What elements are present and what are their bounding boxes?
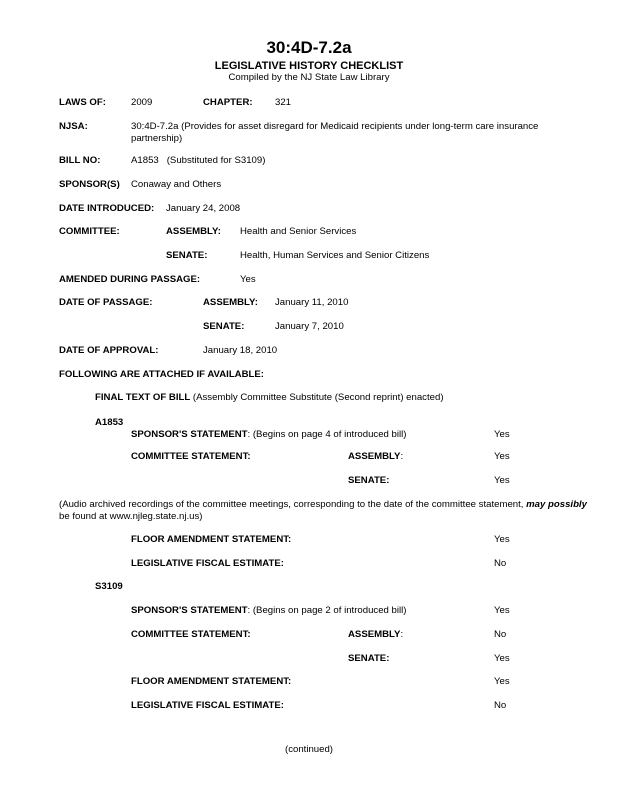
committee-label: COMMITTEE: [59, 226, 120, 237]
a1853-committee-statement-label: COMMITTEE STATEMENT: [131, 451, 251, 462]
a1853-fiscal-estimate-value: No [494, 558, 507, 569]
s3109-fiscal-estimate-value: No [494, 700, 507, 711]
njsa-label: NJSA: [59, 121, 88, 132]
s3109-committee-statement-label: COMMITTEE STATEMENT: [131, 629, 251, 640]
s3109-assembly-value: No [494, 629, 507, 640]
final-text-note: (Assembly Committee Substitute (Second reprint) enacted) [190, 392, 444, 403]
s3109-senate-label: SENATE: [348, 653, 390, 664]
passage-assembly-label: ASSEMBLY: [203, 297, 258, 308]
s3109-floor-amendment-value: Yes [494, 676, 510, 687]
s3109-sponsor-statement-value: Yes [494, 605, 510, 616]
a1853-fiscal-estimate-label: LEGISLATIVE FISCAL ESTIMATE: [131, 558, 284, 569]
continued-footer: (continued) [285, 744, 333, 755]
chapter-value: 321 [275, 97, 292, 108]
statute-title: 30:4D-7.2a [266, 38, 352, 57]
audio-note-emphasis: may possibly [526, 499, 587, 510]
date-introduced-label: DATE INTRODUCED: [59, 203, 155, 214]
checklist-title: LEGISLATIVE HISTORY CHECKLIST [214, 60, 404, 72]
s3109-fiscal-estimate-label: LEGISLATIVE FISCAL ESTIMATE: [131, 700, 284, 711]
date-of-passage-label: DATE OF PASSAGE: [59, 297, 153, 308]
passage-senate-value: January 7, 2010 [275, 321, 344, 332]
a1853-sponsor-statement-note: : (Begins on page 4 of introduced bill) [247, 429, 407, 440]
passage-assembly-value: January 11, 2010 [275, 297, 349, 308]
a1853-assembly-value: Yes [494, 451, 510, 462]
audio-note-line2: be found at www.njleg.state.nj.us) [59, 511, 203, 522]
a1853-assembly [348, 451, 403, 463]
s3109-sponsor-statement [131, 605, 406, 617]
s3109-senate-value: Yes [494, 653, 510, 664]
laws-of-value: 2009 [131, 97, 153, 108]
compiled-by: Compiled by the NJ State Law Library [228, 72, 390, 83]
a1853-floor-amendment-value: Yes [494, 534, 510, 545]
committee-senate-label: SENATE: [166, 250, 208, 261]
audio-note-line1 [59, 499, 587, 511]
a1853-sponsor-statement-label: SPONSOR'S STATEMENT [131, 429, 248, 440]
a1853-senate-label: SENATE: [348, 475, 390, 486]
sponsors-label: SPONSOR(S) [59, 179, 120, 190]
s3109-heading: S3109 [95, 581, 123, 592]
s3109-assembly-colon: : [400, 629, 404, 640]
committee-assembly-value: Health and Senior Services [240, 226, 357, 237]
laws-of-label: LAWS OF: [59, 97, 106, 108]
njsa-value-line1: 30:4D-7.2a (Provides for asset disregard for Medicaid recipients under long-term care insurance [131, 121, 539, 132]
s3109-sponsor-statement-note: : (Begins on page 2 of introduced bill) [247, 605, 407, 616]
date-of-approval-value: January 18, 2010 [203, 345, 278, 356]
a1853-sponsor-statement-value: Yes [494, 429, 510, 440]
sponsors-value: Conaway and Others [131, 179, 222, 190]
audio-note-part1: (Audio archived recordings of the committee meetings, corresponding to the date of the committee statement, [59, 499, 527, 510]
final-text-label: FINAL TEXT OF BILL [95, 392, 191, 403]
committee-assembly-label: ASSEMBLY: [166, 226, 221, 237]
date-of-approval-label: DATE OF APPROVAL: [59, 345, 159, 356]
date-introduced-value: January 24, 2008 [166, 203, 241, 214]
a1853-assembly-label: ASSEMBLY [348, 451, 401, 462]
chapter-label: CHAPTER: [203, 97, 253, 108]
s3109-assembly-label: ASSEMBLY [348, 629, 401, 640]
a1853-senate-value: Yes [494, 475, 510, 486]
njsa-value-line2: partnership) [131, 133, 183, 144]
amended-value: Yes [240, 274, 256, 285]
s3109-sponsor-statement-label: SPONSOR'S STATEMENT [131, 605, 248, 616]
s3109-floor-amendment-label: FLOOR AMENDMENT STATEMENT: [131, 676, 292, 687]
amended-label: AMENDED DURING PASSAGE: [59, 274, 201, 285]
a1853-assembly-colon: : [400, 451, 404, 462]
a1853-floor-amendment-label: FLOOR AMENDMENT STATEMENT: [131, 534, 292, 545]
a1853-heading: A1853 [95, 417, 124, 428]
attached-heading: FOLLOWING ARE ATTACHED IF AVAILABLE: [59, 369, 264, 380]
final-text-line [95, 392, 444, 404]
passage-senate-label: SENATE: [203, 321, 245, 332]
bill-no-label: BILL NO: [59, 155, 101, 166]
a1853-sponsor-statement [131, 429, 406, 441]
committee-senate-value: Health, Human Services and Senior Citizens [240, 250, 430, 261]
bill-no-value: A1853 (Substituted for S3109) [131, 155, 266, 166]
s3109-assembly [348, 629, 403, 641]
